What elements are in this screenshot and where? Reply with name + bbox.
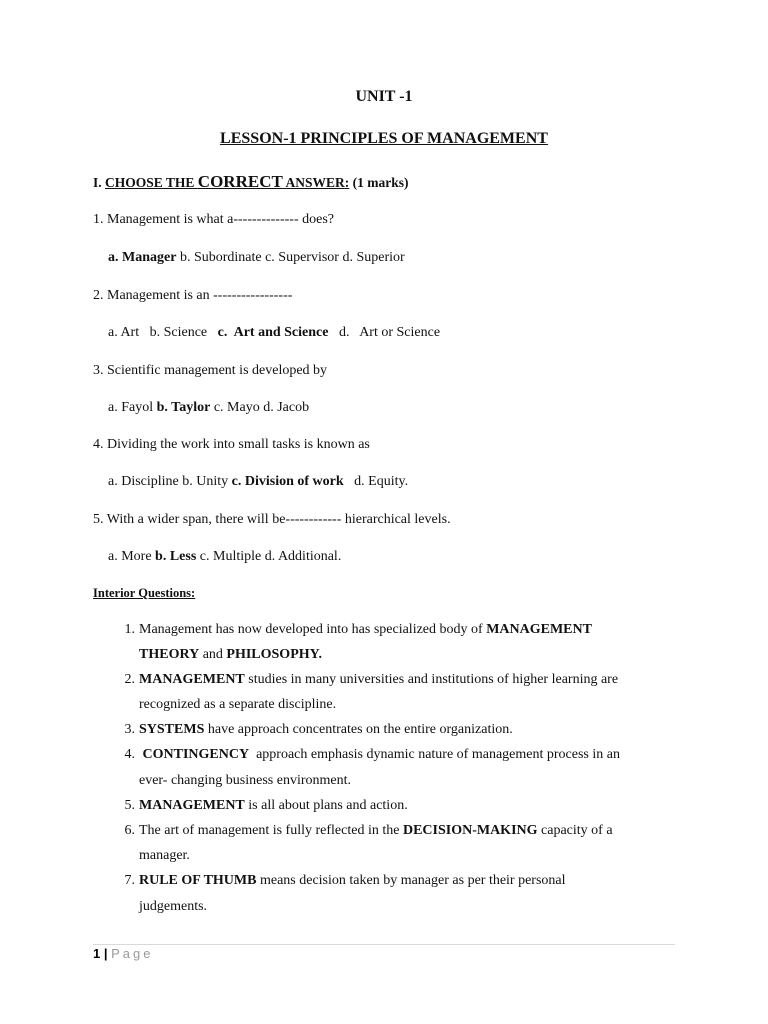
- section-number: I.: [93, 175, 102, 190]
- list-item-cont: recognized as a separate discipline.: [139, 697, 337, 712]
- list-item-cont: ever- changing business environment.: [139, 773, 351, 788]
- page-number: 1: [93, 946, 101, 961]
- list-item-cont: judgements.: [139, 899, 208, 914]
- options-1: a. Manager b. Subordinate c. Supervisor d. Superior: [108, 250, 405, 265]
- unit-title: UNIT -1: [355, 88, 413, 105]
- list-item-cont: manager.: [139, 848, 190, 863]
- list-number: 3.: [124, 722, 135, 737]
- section-marks: (1 marks): [352, 175, 409, 190]
- list-item: The art of management is fully reflected in the DECISION-MAKING capacity of a: [139, 823, 613, 838]
- options-2: a. Art b. Science c. Art and Science d. Art or Science: [108, 325, 441, 340]
- list-number: 5.: [124, 798, 135, 813]
- list-item: SYSTEMS have approach concentrates on the entire organization.: [139, 722, 513, 737]
- list-number: 6.: [124, 823, 135, 838]
- section-heading: I. CHOOSE THE CORRECT ANSWER: (1 marks): [93, 172, 409, 191]
- footer-divider: [93, 944, 675, 945]
- section-instruction: CHOOSE THE CORRECT ANSWER: [105, 172, 345, 191]
- list-item: RULE OF THUMB means decision taken by manager as per their personal: [139, 873, 566, 888]
- list-number: 4.: [124, 747, 135, 762]
- list-item-cont: THEORY and PHILOSOPHY.: [139, 647, 322, 662]
- list-item: MANAGEMENT is all about plans and action.: [139, 798, 408, 813]
- page-footer: [93, 946, 154, 961]
- options-5: a. More b. Less c. Multiple d. Additional.: [108, 549, 342, 564]
- options-3: a. Fayol b. Taylor c. Mayo d. Jacob: [108, 400, 310, 415]
- list-item: Management has now developed into has specialized body of MANAGEMENT: [139, 622, 592, 637]
- question-1: 1. Management is what a-------------- does?: [93, 212, 334, 227]
- list-number: 7.: [124, 873, 135, 888]
- list-item: CONTINGENCY approach emphasis dynamic nature of management process in an: [139, 747, 620, 762]
- footer-separator: |: [103, 946, 108, 961]
- lesson-title: LESSON-1 PRINCIPLES OF MANAGEMENT: [220, 130, 548, 147]
- question-5: 5. With a wider span, there will be------------ hierarchical levels.: [93, 512, 451, 527]
- list-item: MANAGEMENT studies in many universities and institutions of higher learning are: [139, 672, 619, 687]
- question-3: 3. Scientific management is developed by: [93, 363, 328, 378]
- page-label: Page: [111, 946, 154, 961]
- question-4: 4. Dividing the work into small tasks is known as: [93, 437, 370, 452]
- list-number: 2.: [124, 672, 135, 687]
- interior-heading: Interior Questions:: [93, 586, 196, 600]
- question-2: 2. Management is an -----------------: [93, 288, 293, 303]
- list-number: 1.: [124, 622, 135, 637]
- options-4: a. Discipline b. Unity c. Division of work d. Equity.: [108, 474, 409, 489]
